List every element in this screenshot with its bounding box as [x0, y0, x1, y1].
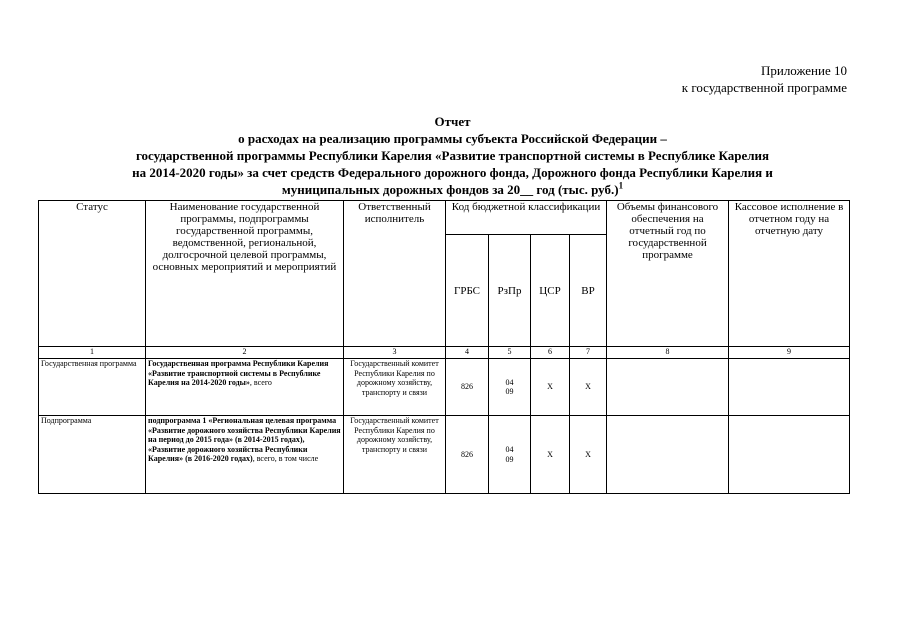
row-cash — [729, 359, 850, 416]
col-number: 7 — [570, 347, 607, 359]
col-number: 2 — [146, 347, 344, 359]
header-cash: Кассовое исполнение в отчетном году на отчетную дату — [729, 201, 850, 347]
col-number: 5 — [489, 347, 531, 359]
header-rzpr: РзПр — [489, 235, 531, 347]
table-row — [39, 416, 850, 494]
row-name-tail: , всего — [249, 378, 272, 387]
col-number: 4 — [446, 347, 489, 359]
row-status: Подпрограмма — [39, 416, 146, 494]
row-executor: Государственный комитет Республики Карелия по дорожному хозяйству, транспорту и связи — [344, 359, 446, 416]
title-line-1: Отчет — [434, 114, 471, 129]
col-number: 8 — [607, 347, 729, 359]
title-line-3: государственной программы Республики Карелия «Развитие транспортной системы в Республике Карелия — [135, 148, 770, 163]
col-number: 9 — [729, 347, 850, 359]
report-table — [38, 200, 850, 494]
header-vr: ВР — [570, 235, 607, 347]
row-rzpr-a: 04 — [505, 445, 514, 454]
header-executor: Ответственный исполнитель — [344, 201, 446, 347]
title-line-2: о расходах на реализацию программы субъекта Российской Федерации – — [238, 131, 667, 146]
row-name-tail: , всего, в том числе — [252, 454, 319, 463]
row-rzpr — [489, 359, 531, 416]
title-line-5-text: муниципальных дорожных фондов за 20__ год (тыс. руб.) — [281, 182, 619, 197]
row-csr: Х — [531, 359, 570, 416]
row-rzpr — [489, 416, 531, 494]
row-cash — [729, 416, 850, 494]
row-rzpr-b: 09 — [505, 387, 514, 396]
header-csr: ЦСР — [531, 235, 570, 347]
row-executor: Государственный комитет Республики Карелия по дорожному хозяйству, транспорту и связи — [344, 416, 446, 494]
row-volume — [607, 416, 729, 494]
row-csr: Х — [531, 416, 570, 494]
row-vr: Х — [570, 359, 607, 416]
row-name — [146, 416, 344, 494]
row-rzpr-a: 04 — [505, 377, 514, 387]
appendix-line-2: к государственной программе — [681, 80, 847, 95]
row-volume — [607, 359, 729, 416]
row-name-bold: подпрограмма 1 «Региональная целевая программа «Развитие дорожного хозяйства Республики Карелия на период до 2015 года» (в 2014-2015 годах), «Развитие дорожного хозяйства Республики Карелия» (в 2016-2020 годах) — [148, 416, 341, 463]
footnote-mark: 1 — [618, 180, 624, 191]
title-line-4: на 2014-2020 годы» за счет средств Федерального дорожного фонда, Дорожного фонда Республики Карелия и — [132, 165, 773, 180]
report-title — [40, 113, 865, 198]
table-row — [39, 359, 850, 416]
column-number-row — [39, 347, 850, 359]
col-number: 6 — [531, 347, 570, 359]
header-grbs: ГРБС — [446, 235, 489, 347]
row-grbs: 826 — [446, 359, 489, 416]
row-name — [146, 359, 344, 416]
col-number: 3 — [344, 347, 446, 359]
appendix-note — [682, 62, 847, 96]
header-status: Статус — [39, 201, 146, 347]
row-vr: Х — [570, 416, 607, 494]
header-name: Наименование государственной программы, подпрограммы государственной программы, ведомственной, региональной, долгосрочной целевой программы, основных мероприятий и мероприятий — [146, 201, 344, 347]
title-line-5 — [40, 181, 865, 198]
header-budget-code: Код бюджетной классификации — [446, 201, 607, 235]
appendix-line-1: Приложение 10 — [760, 63, 847, 78]
row-grbs: 826 — [446, 416, 489, 494]
row-status: Государственная программа — [39, 359, 146, 416]
row-name-bold: Государственная программа Республики Карелия «Развитие транспортной системы в Республике Карелия на 2014-2020 годы» — [148, 359, 329, 387]
row-rzpr-b: 09 — [505, 454, 514, 464]
header-row-1 — [39, 201, 850, 235]
col-number: 1 — [39, 347, 146, 359]
header-volumes: Объемы финансового обеспечения на отчетный год по государственной программе — [607, 201, 729, 347]
